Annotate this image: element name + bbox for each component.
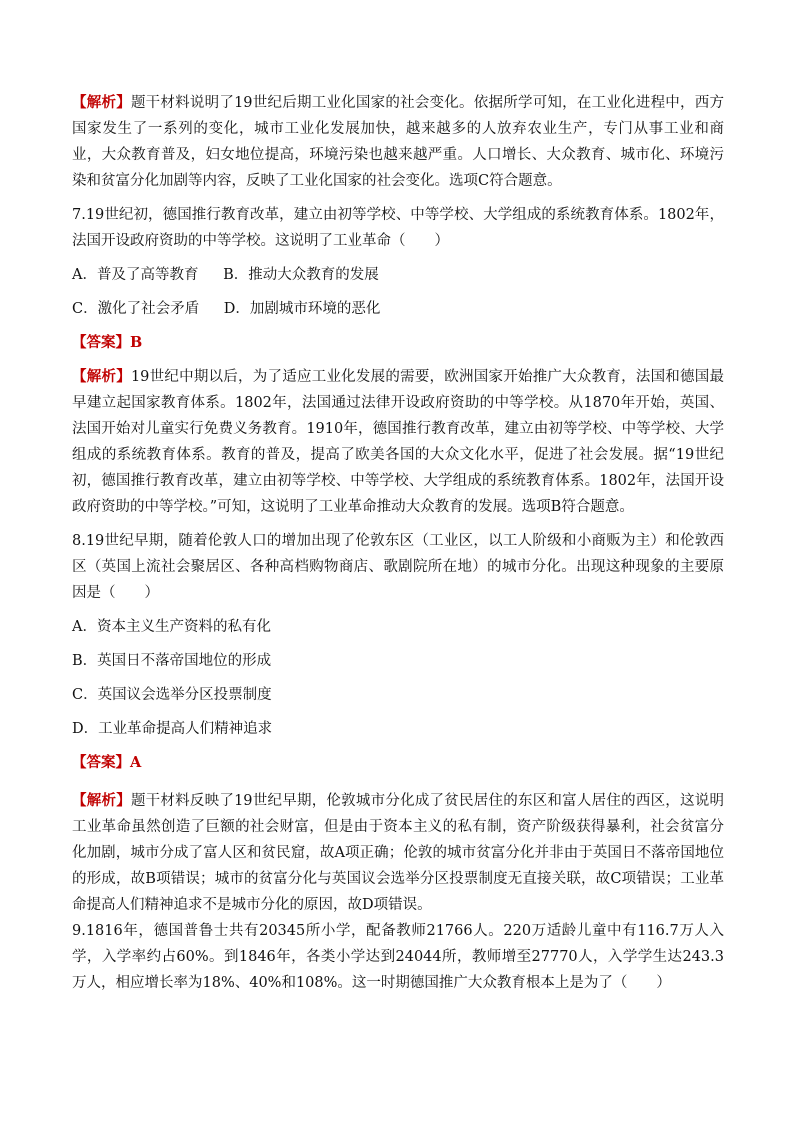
- analysis-label: 【解析】: [72, 368, 131, 385]
- question-7-options-row-1: [72, 262, 724, 288]
- analysis-text: 19世纪中期以后，为了适应工业化发展的需要，欧洲国家开始推广大众教育，法国和德国最早建立起国家教育体系。1802年，法国通过法律开设政府资助的中等学校。从1870年开始，英国、法国开始对儿童实行免费义务教育。1910年，德国推行教育改革，建立由初等学校、中等学校、大学组成的系统教育体系。教育的普及，提高了欧美各国的大众文化水平，促进了社会发展。据“19世纪初，德国推行教育改革，建立由初等学校、中等学校、大学组成的系统教育体系。1802年，法国开设政府资助的中等学校。”可知，这说明了工业革命推动大众教育的发展。选项B符合题意。: [72, 369, 724, 515]
- document-page: [72, 90, 724, 996]
- question-8-option-a: A．资本主义生产资料的私有化: [72, 619, 271, 635]
- answer-label: 【答案】: [72, 754, 130, 771]
- question-8-option-c: C．英国议会选举分区投票制度: [72, 687, 272, 703]
- question-9-stem: 9.1816年，德国普鲁士共有20345所小学，配备教师21766人。220万适龄儿童中有116.7万人入学，入学率约占60%。到1846年，各类小学达到24044所，教师增至27770人，入学学生达243.3万人，相应增长率为18%、40%和108%。这一时期德国推广大众教育根本上是为了（ ）: [72, 923, 724, 991]
- analysis-text: 题干材料反映了19世纪早期，伦敦城市分化成了贫民居住的东区和富人居住的西区，这说明工业革命虽然创造了巨额的社会财富，但是由于资本主义的私有制，资产阶级获得暴利，社会贫富分化加剧，城市分成了富人区和贫民窟，故A项正确；伦敦的城市贫富分化并非由于英国日不落帝国地位的形成，故B项错误；城市的贫富分化与英国议会选举分区投票制度无直接关联，故C项错误；工业革命提高人们精神追求不是城市分化的原因，故D项错误。: [72, 793, 724, 913]
- question-8-option-d: D．工业革命提高人们精神追求: [72, 721, 273, 737]
- question-7-option-a: A．普及了高等教育: [72, 267, 199, 283]
- question-7-analysis: [72, 364, 724, 520]
- question-8-answer: [72, 750, 724, 776]
- answer-value: B: [130, 334, 143, 351]
- question-7-stem: 7.19世纪初，德国推行教育改革，建立由初等学校、中等学校、大学组成的系统教育体系。1802年，法国开设政府资助的中等学校。这说明了工业革命（ ）: [72, 207, 724, 249]
- question-8-stem: 8.19世纪早期，随着伦敦人口的增加出现了伦敦东区（工业区，以工人阶级和小商贩为主）和伦敦西区（英国上流社会聚居区、各种高档购物商店、歌剧院所在地）的城市分化。出现这种现象的主要原因是（ ）: [72, 533, 724, 601]
- analysis-label: 【解析】: [72, 94, 131, 111]
- question-8-analysis: [72, 788, 724, 918]
- analysis-label: 【解析】: [72, 792, 131, 809]
- question-7-options-row-2: [72, 296, 724, 322]
- question-8-option-b: B．英国日不落帝国地位的形成: [72, 653, 272, 669]
- question-7-option-c: C．激化了社会矛盾: [72, 301, 200, 317]
- answer-value: A: [130, 754, 142, 771]
- analysis-paragraph-prev: [72, 90, 724, 194]
- answer-label: 【答案】: [72, 334, 130, 351]
- question-7-option-d: D．加剧城市环境的恶化: [223, 301, 381, 317]
- question-7-option-b: B．推动大众教育的发展: [223, 267, 379, 283]
- question-7-answer: [72, 330, 724, 356]
- analysis-text: 题干材料说明了19世纪后期工业化国家的社会变化。依据所学可知，在工业化进程中，西方国家发生了一系列的变化，城市工业化发展加快，越来越多的人放弃农业生产，专门从事工业和商业，大众教育普及，妇女地位提高，环境污染也越来越严重。人口增长、大众教育、城市化、环境污染和贫富分化加剧等内容，反映了工业化国家的社会变化。选项C符合题意。: [72, 95, 724, 189]
